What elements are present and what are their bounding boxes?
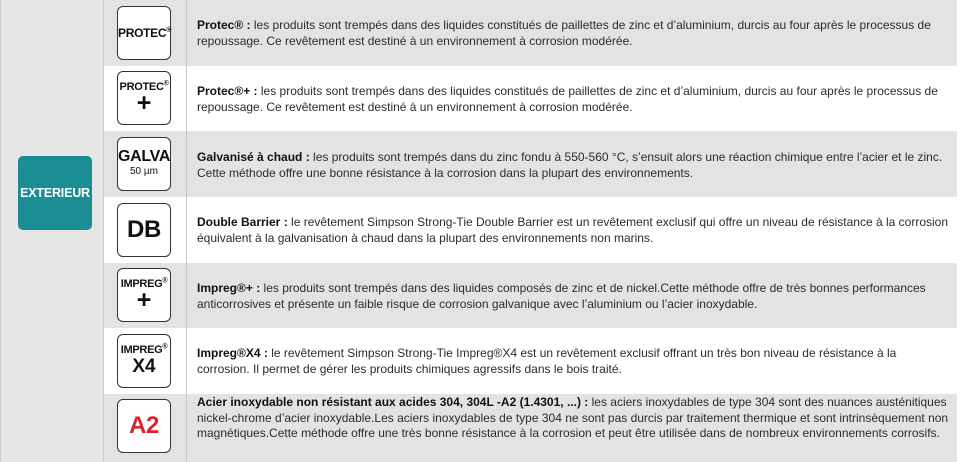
coating-title: Impreg®+ : xyxy=(197,281,261,295)
coating-row-impreg-plus xyxy=(104,263,957,329)
coating-description: Impreg®+ : les produits sont trempés dans des liquides composés de zinc et de nickel.Cette méthode offre de très bonnes performances anticorrosives et présente un faible risque de corrosion galvanique avec l’aluminium ou l’acier inoxydable. xyxy=(197,281,926,311)
coating-title: Protec® : xyxy=(197,18,251,32)
protec-icon: PROTEC® xyxy=(117,6,171,60)
coating-title: Acier inoxydable non résistant aux acides 304, 304L -A2 (1.4301, ...) : xyxy=(197,395,589,409)
galva-icon: GALVA 50 µm xyxy=(117,137,171,191)
coating-row-double-barrier xyxy=(104,197,957,264)
coating-row-galva xyxy=(104,131,957,198)
coating-row-a2 xyxy=(104,394,957,462)
coating-row-protec xyxy=(104,0,957,67)
coating-description: Galvanisé à chaud : les produits sont trempés dans du zinc fondu à 550-560 °C, s’ensuit alors une réaction chimique entre l’acier et le zinc. Cette méthode offre une bonne résistance à la corrosion dans la plupart des environnements. xyxy=(197,150,943,180)
impreg-x4-icon: IMPREG® X4 xyxy=(117,334,171,388)
exterieur-badge: EXTERIEUR xyxy=(18,156,92,230)
coating-description: Protec®+ : les produits sont trempés dans des liquides constitués de paillettes de zinc et d’aluminium, durcis au four après le processus de repoussage. Ce revêtement est destiné à un environnement à corrosion modérée. xyxy=(197,84,938,114)
coating-row-impreg-x4 xyxy=(104,328,957,395)
coating-title: Double Barrier : xyxy=(197,215,288,229)
coating-title: Impreg®X4 : xyxy=(197,346,268,360)
coating-description: Impreg®X4 : le revêtement Simpson Strong-Tie Impreg®X4 est un revêtement exclusif offrant un très bon niveau de résistance à la corrosion. Il permet de gérer les produits chimiques agressifs dans le bois traité. xyxy=(197,346,897,376)
a2-icon: A2 xyxy=(117,399,171,453)
coating-row-protec-plus xyxy=(104,66,957,132)
coating-title: Protec®+ : xyxy=(197,84,258,98)
coating-description: Acier inoxydable non résistant aux acides 304, 304L -A2 (1.4301, ...) : les aciers inoxydables de type 304 sont des nuances austénitiques nickel-chrome d’acier inoxydable.Les aciers inoxydables de type 304 ne sont pas durcis par traitement thermique et sont intrinsèquement non magnétiques.Cette méthode offre une très bonne résistance à la corrosion et peut être utilisée dans de nombreux environnements corrosifs. xyxy=(197,395,949,440)
double-barrier-icon: DB xyxy=(117,203,171,257)
impreg-plus-icon: IMPREG® + xyxy=(117,268,171,322)
coating-title: Galvanisé à chaud : xyxy=(197,150,310,164)
environment-column xyxy=(1,0,104,462)
protec-plus-icon: PROTEC® + xyxy=(117,71,171,125)
coating-description: Double Barrier : le revêtement Simpson Strong-Tie Double Barrier est un revêtement exclusif qui offre un niveau de résistance à la corrosion équivalent à la galvanisation à chaud dans la plupart des environnements non marins. xyxy=(197,215,949,245)
coating-description: Protec® : les produits sont trempés dans des liquides constitués de paillettes de zinc et d’aluminium, durcis au four après le processus de repoussage. Ce revêtement est destiné à un environnement à corrosion modérée. xyxy=(197,18,931,48)
